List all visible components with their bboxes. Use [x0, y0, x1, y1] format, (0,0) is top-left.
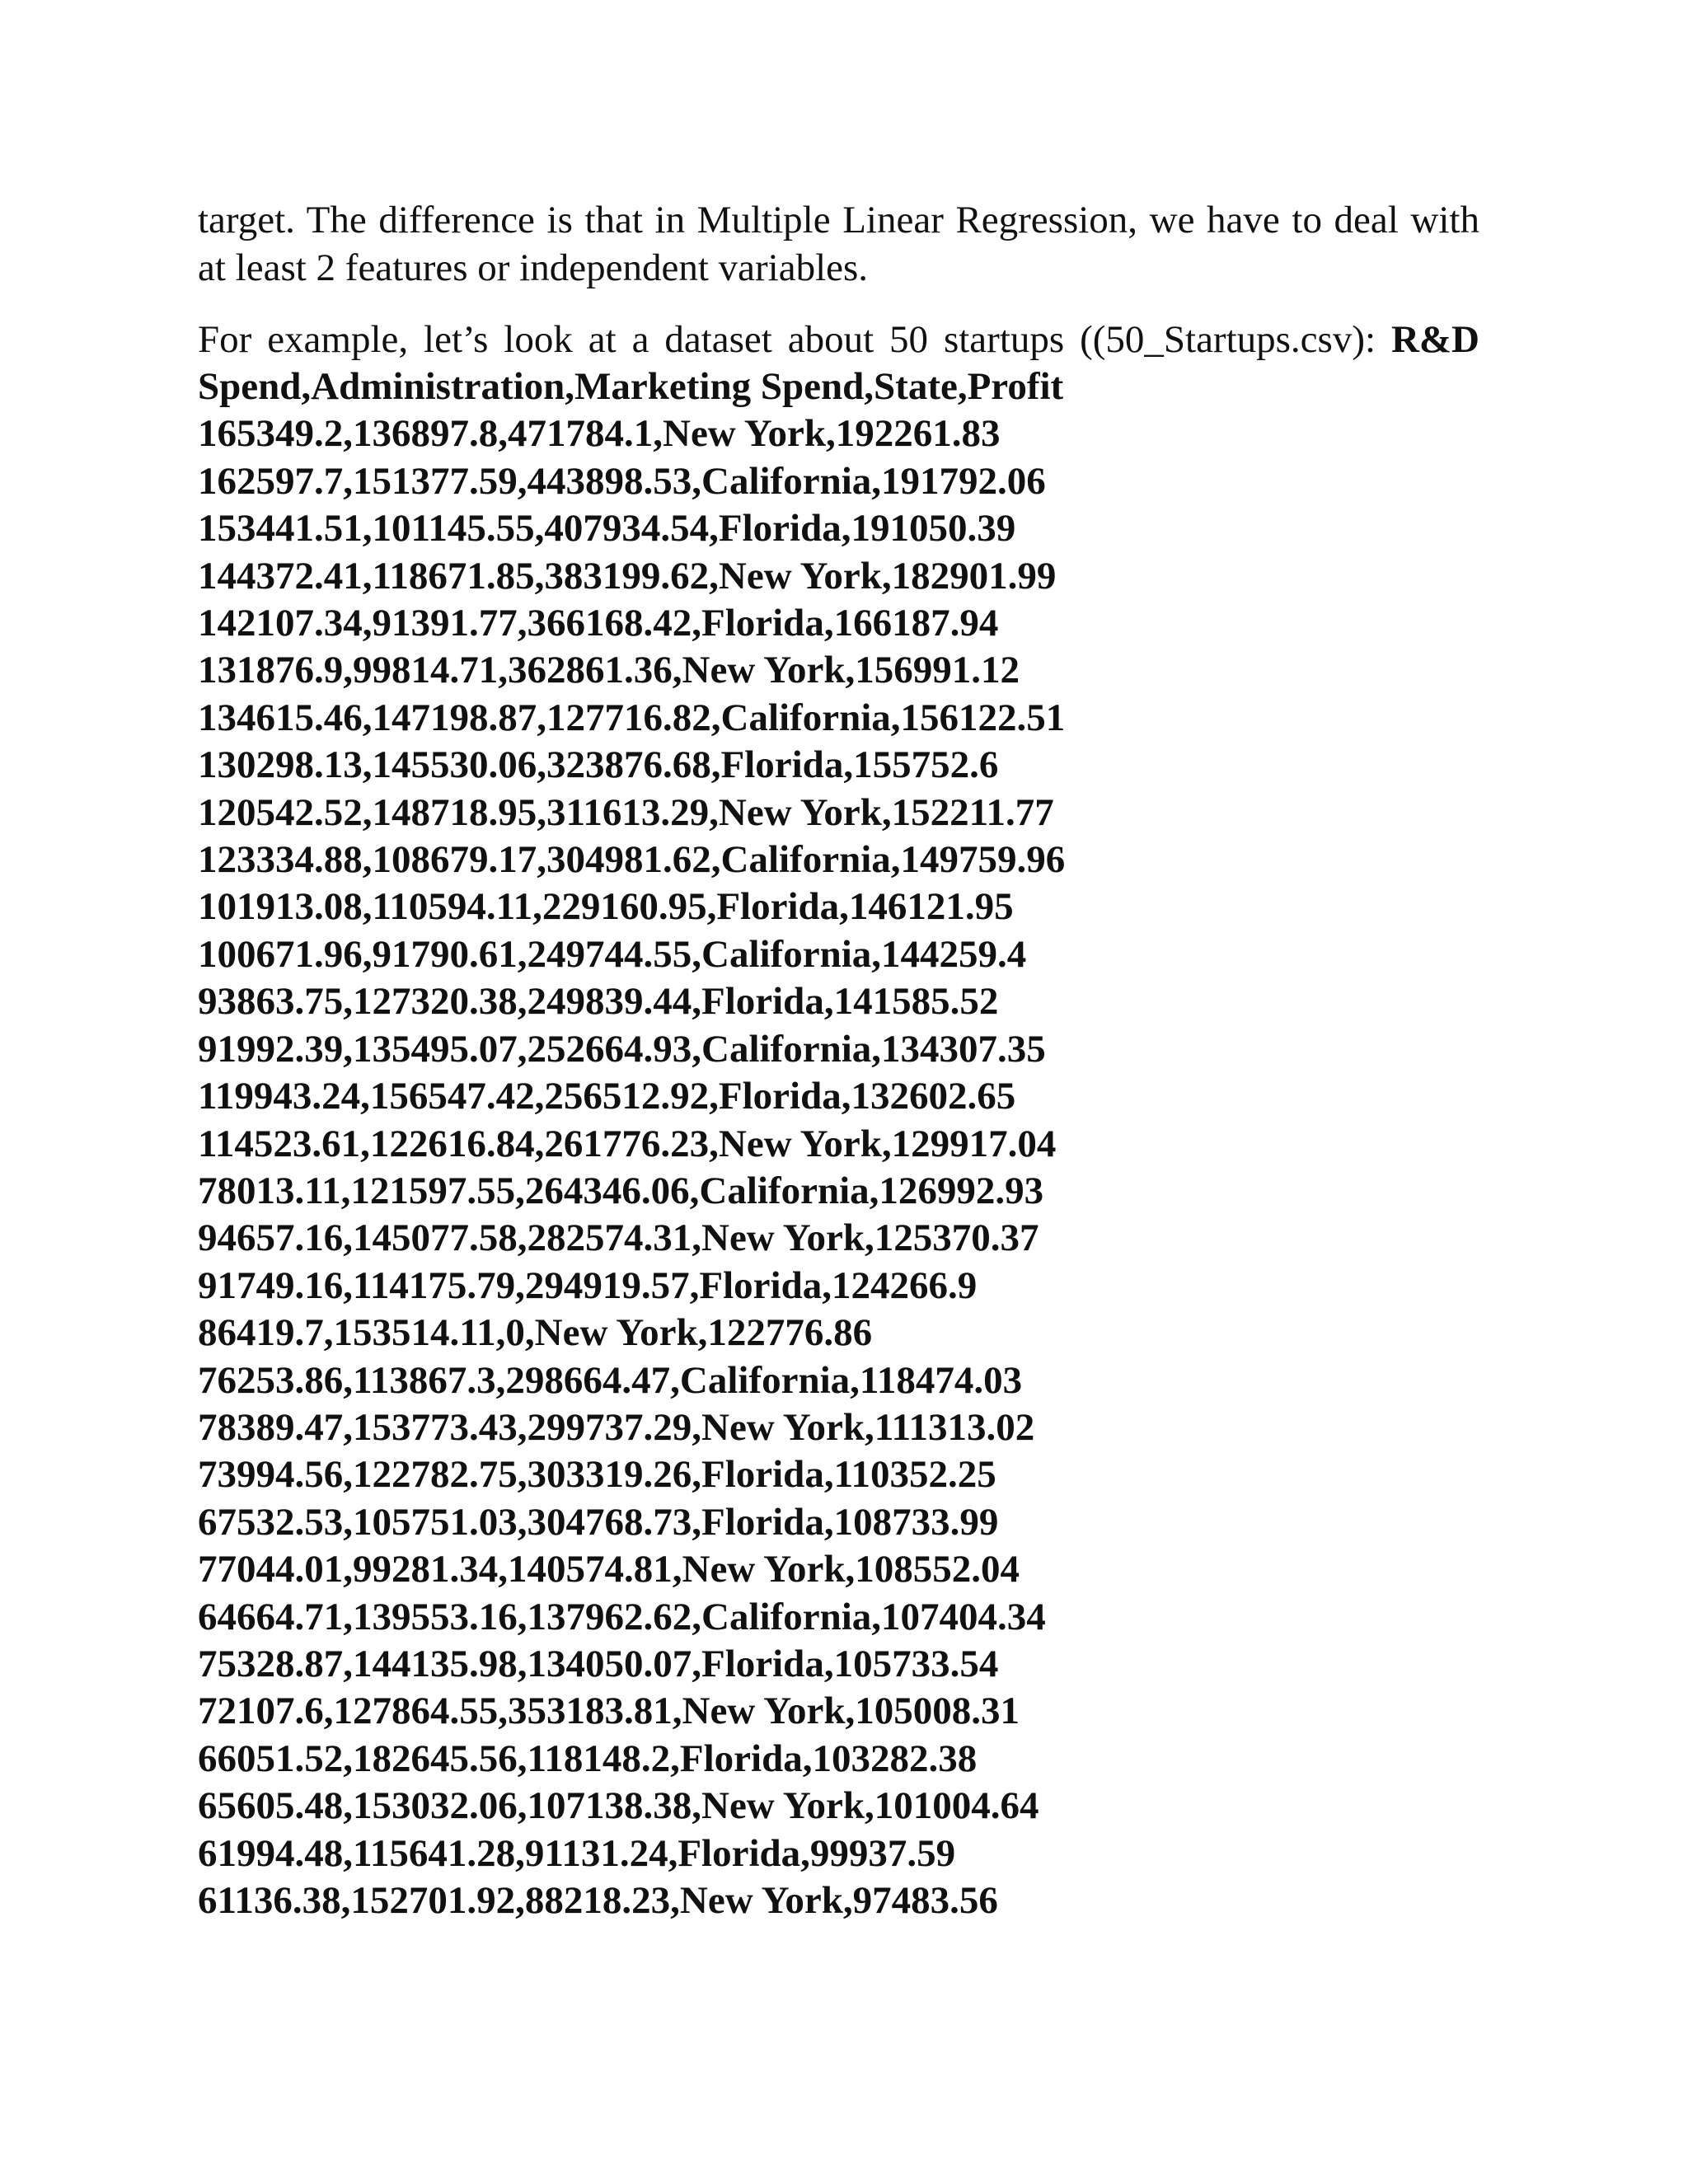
csv-row: 114523.61,122616.84,261776.23,New York,129917.04 — [198, 1122, 1057, 1165]
csv-row: 73994.56,122782.75,303319.26,Florida,110352.25 — [198, 1453, 996, 1497]
csv-row: 100671.96,91790.61,249744.55,California,144259.4 — [198, 932, 1027, 976]
csv-row: 153441.51,101145.55,407934.54,Florida,191050.39 — [198, 507, 1016, 551]
csv-row: 119943.24,156547.42,256512.92,Florida,132602.65 — [198, 1075, 1016, 1118]
example-intro-line — [198, 316, 1479, 363]
csv-row: 75328.87,144135.98,134050.07,Florida,105733.54 — [198, 1642, 999, 1685]
csv-rows — [198, 410, 1479, 1924]
csv-header-rest: Spend,Administration,Marketing Spend,State,Profit — [198, 365, 1064, 408]
csv-row: 130298.13,145530.06,323876.68,Florida,155752.6 — [198, 743, 999, 787]
csv-row: 91992.39,135495.07,252664.93,California,134307.35 — [198, 1027, 1046, 1071]
csv-row: 120542.52,148718.95,311613.29,New York,152211.77 — [198, 790, 1054, 834]
csv-row: 61136.38,152701.92,88218.23,New York,97483.56 — [198, 1879, 998, 1922]
csv-row: 65605.48,153032.06,107138.38,New York,101004.64 — [198, 1784, 1039, 1828]
csv-row: 142107.34,91391.77,366168.42,Florida,166187.94 — [198, 602, 999, 645]
csv-header-start: R&D — [1390, 318, 1479, 361]
csv-row: 131876.9,99814.71,362861.36,New York,156991.12 — [198, 649, 1020, 692]
example-paragraph — [198, 316, 1479, 1924]
csv-row: 78389.47,153773.43,299737.29,New York,111313.02 — [198, 1405, 1035, 1449]
csv-row: 64664.71,139553.16,137962.62,California,107404.34 — [198, 1595, 1046, 1638]
csv-row: 77044.01,99281.34,140574.81,New York,108552.04 — [198, 1548, 1020, 1591]
csv-row: 61994.48,115641.28,91131.24,Florida,99937.59 — [198, 1831, 956, 1875]
intro-paragraph: target. The difference is that in Multiple Linear Regression, we have to deal with at least 2 features or independent variables. — [198, 199, 1479, 289]
example-intro-text: For example, let’s look at a dataset about 50 startups ((50_Startups.csv): — [198, 318, 1391, 361]
csv-row: 144372.41,118671.85,383199.62,New York,182901.99 — [198, 554, 1057, 598]
csv-row: 78013.11,121597.55,264346.06,California,126992.93 — [198, 1169, 1044, 1212]
csv-row: 66051.52,182645.56,118148.2,Florida,103282.38 — [198, 1736, 978, 1780]
document-page — [198, 196, 1479, 1924]
csv-row: 165349.2,136897.8,471784.1,New York,192261.83 — [198, 412, 1001, 456]
csv-row: 67532.53,105751.03,304768.73,Florida,108733.99 — [198, 1500, 999, 1544]
csv-row: 134615.46,147198.87,127716.82,California,156122.51 — [198, 696, 1066, 739]
csv-row: 76253.86,113867.3,298664.47,California,118474.03 — [198, 1358, 1023, 1402]
csv-row: 86419.7,153514.11,0,New York,122776.86 — [198, 1311, 873, 1355]
csv-row: 93863.75,127320.38,249839.44,Florida,141585.52 — [198, 980, 999, 1024]
csv-row: 123334.88,108679.17,304981.62,California,149759.96 — [198, 838, 1066, 882]
csv-row: 162597.7,151377.59,443898.53,California,191792.06 — [198, 459, 1046, 503]
csv-row: 72107.6,127864.55,353183.81,New York,105008.31 — [198, 1690, 1020, 1733]
csv-row: 91749.16,114175.79,294919.57,Florida,124266.9 — [198, 1263, 978, 1307]
csv-row: 94657.16,145077.58,282574.31,New York,125370.37 — [198, 1216, 1039, 1260]
csv-row: 101913.08,110594.11,229160.95,Florida,146121.95 — [198, 885, 1014, 929]
